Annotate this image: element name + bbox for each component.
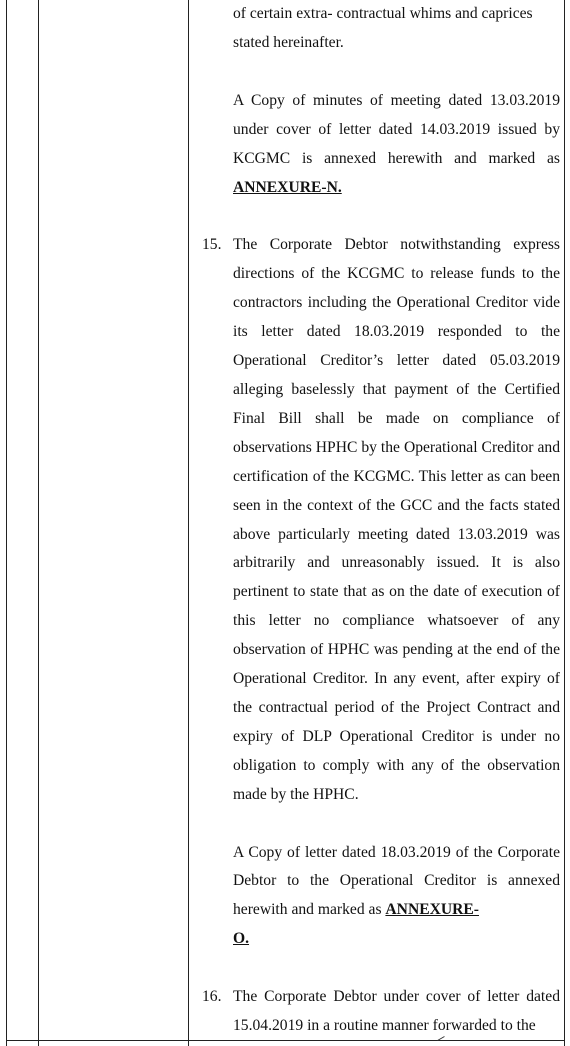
annexure-n-text: A Copy of minutes of meeting dated 13.03.2019 under cover of letter dated 14.03.2019 issued by KCGMC is annexed herewith and marked as xyxy=(233,91,560,167)
continued-line-1: of certain extra- contractual whims and caprices xyxy=(233,5,533,22)
annexure-o-label-cont: O. xyxy=(233,930,250,948)
table-border-right xyxy=(564,0,565,1046)
paragraph-16-number: 16. xyxy=(202,988,222,1006)
paragraph-15-text: The Corporate Debtor notwithstanding express directions of the KCGMC to release funds to the contractors including the Operational Creditor vide its letter dated 18.03.2019 responded to the Operational Creditor’s letter dated 05.03.2019 alleging baselessly that payment of the Certified Final Bill shall be made on compliance of observations HPHC by the Operational Creditor and certification of the KCGMC. This letter as can been seen in the context of the GCC and the facts stated above particularly meeting dated 13.03.2019 was arbitrarily and unreasonably issued. It is also pertinent to state that as on the date of execution of this letter no compliance whatsoever of any observation of HPHC was pending at the end of the Operational Creditor. In any event, after expiry of the contractual period of the Project Contract and expiry of DLP Operational Creditor is under no obligation to comply with any of the observation made by the HPHC. xyxy=(233,236,560,803)
paragraph-16-text: The Corporate Debtor under cover of letter dated 15.04.2019 in a routine manner forwarded to the xyxy=(233,988,560,1035)
paragraph-16 xyxy=(198,983,560,1041)
annexure-o-label: ANNEXURE- xyxy=(385,901,479,919)
table-divider-1 xyxy=(38,0,39,1046)
paragraph-15-number: 15. xyxy=(202,236,222,254)
annexure-o-paragraph xyxy=(198,839,560,955)
document-body xyxy=(198,0,560,1041)
table-divider-2 xyxy=(188,0,189,1046)
annexure-o-text: A Copy of letter dated 18.03.2019 of the Corporate Debtor to the Operational Creditor is annexed herewith and marked as xyxy=(233,843,560,919)
continued-line-2: stated hereinafter. xyxy=(233,33,344,51)
table-border-left xyxy=(6,0,7,1046)
paragraph-15 xyxy=(198,231,560,809)
annexure-n-label: ANNEXURE-N. xyxy=(233,178,342,196)
annexure-n-paragraph xyxy=(198,87,560,203)
continued-paragraph xyxy=(198,0,560,58)
